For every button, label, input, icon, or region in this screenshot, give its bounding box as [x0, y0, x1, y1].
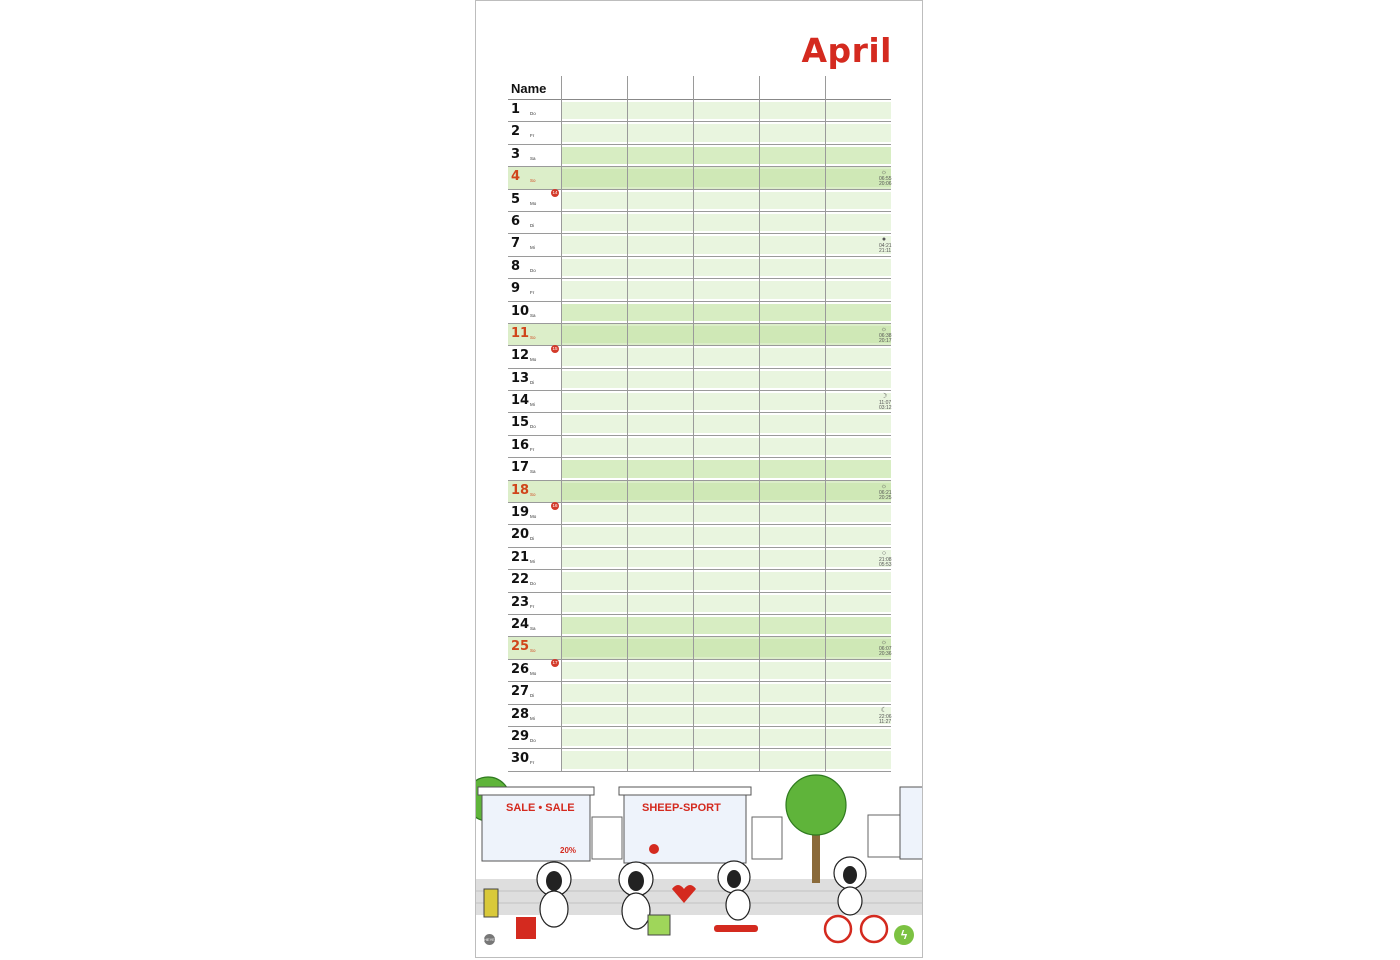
day-row — [508, 302, 891, 324]
astro-info — [879, 236, 892, 255]
set-time: 20:17 — [879, 337, 892, 344]
rise-time: 22:06 — [879, 713, 892, 720]
day-row — [508, 570, 891, 592]
weekday-abbr: Fr — [530, 760, 535, 766]
day-number: 20 — [511, 527, 530, 543]
day-number: 29 — [511, 728, 530, 744]
weekday-abbr: So — [530, 648, 536, 654]
day-row — [508, 234, 891, 256]
set-time: 11:27 — [879, 718, 892, 725]
weekday-abbr: Sa — [530, 155, 536, 161]
entry-cells[interactable] — [561, 729, 891, 746]
day-number: 26 — [511, 661, 530, 677]
moon-sun-icon: ○ — [881, 549, 887, 557]
day-row — [508, 682, 891, 704]
entry-cells[interactable] — [561, 102, 891, 119]
day-number: 16 — [511, 437, 530, 453]
moon-sun-icon: ☼ — [880, 169, 888, 177]
entry-cells[interactable] — [561, 751, 891, 768]
column-separator — [825, 76, 826, 771]
day-number: 12 — [511, 348, 530, 364]
weekday-abbr: Fr — [530, 290, 535, 296]
weekday-abbr: Di — [530, 536, 535, 542]
weekday-abbr: Sa — [530, 469, 536, 475]
week-number-badge: 17 — [552, 659, 558, 665]
day-row — [508, 615, 891, 637]
day-number: 21 — [511, 549, 530, 565]
shopping-bag — [516, 917, 536, 939]
day-number: 24 — [511, 616, 530, 632]
day-row — [508, 481, 891, 503]
day-number: 4 — [511, 169, 521, 185]
day-number: 13 — [511, 370, 530, 386]
weekday-abbr: Di — [530, 222, 535, 228]
weekday-abbr: Fr — [530, 603, 535, 609]
column-separator — [693, 76, 694, 771]
entry-cells[interactable] — [561, 483, 891, 500]
weekday-abbr: Mo — [530, 514, 537, 520]
entry-cells[interactable] — [561, 169, 891, 186]
weekday-abbr: Mi — [530, 402, 535, 408]
column-separator — [561, 76, 562, 771]
weekday-abbr: Do — [530, 581, 536, 587]
publisher-logo: HEYE — [484, 934, 495, 945]
day-row — [508, 525, 891, 547]
day-number: 2 — [511, 124, 521, 140]
rise-time: 06:38 — [879, 332, 892, 339]
entry-cells[interactable] — [561, 684, 891, 701]
day-row — [508, 324, 891, 346]
weekday-abbr: Fr — [530, 133, 535, 139]
rise-time: 06:21 — [879, 489, 892, 496]
entry-cells[interactable] — [561, 527, 891, 544]
astro-info — [879, 325, 892, 344]
day-number: 9 — [511, 281, 521, 297]
day-row — [508, 458, 891, 480]
weekday-abbr: Di — [530, 379, 535, 385]
set-time: 20:25 — [879, 494, 892, 501]
calendar-page — [475, 0, 923, 958]
day-number: 25 — [511, 639, 530, 655]
day-number: 30 — [511, 751, 530, 767]
weekday-abbr: Do — [530, 267, 536, 273]
street-illustration — [476, 769, 923, 957]
day-row — [508, 100, 891, 122]
entry-cells[interactable] — [561, 617, 891, 634]
entry-cells[interactable] — [561, 393, 891, 410]
day-row — [508, 705, 891, 727]
day-number: 8 — [511, 258, 521, 274]
entry-cells[interactable] — [561, 505, 891, 522]
day-row — [508, 413, 891, 435]
day-number: 6 — [511, 213, 521, 229]
entry-cells[interactable] — [561, 550, 891, 567]
header-row — [508, 76, 891, 100]
weekday-abbr: Mo — [530, 200, 537, 206]
weekday-abbr: Mi — [530, 245, 535, 251]
astro-info — [879, 639, 892, 658]
day-row — [508, 167, 891, 189]
day-row — [508, 279, 891, 301]
day-number: 5 — [511, 191, 521, 207]
day-number: 17 — [511, 460, 530, 476]
moon-sun-icon: ☼ — [880, 325, 888, 333]
day-number: 1 — [511, 102, 521, 117]
astro-info — [879, 169, 892, 188]
weekday-abbr: Mi — [530, 715, 535, 721]
day-rows — [508, 100, 891, 772]
astro-info — [879, 706, 892, 725]
day-row — [508, 346, 891, 368]
entry-cells[interactable] — [561, 348, 891, 365]
weekday-abbr: Mo — [530, 357, 537, 363]
entry-cells[interactable] — [561, 259, 891, 276]
entry-cells[interactable] — [561, 595, 891, 612]
day-number: 11 — [511, 325, 530, 341]
weekday-abbr: Fr — [530, 446, 535, 452]
moon-sun-icon: ☼ — [880, 639, 888, 647]
week-number-badge: 16 — [552, 503, 558, 509]
rise-time: 04:21 — [879, 243, 892, 250]
entry-cells[interactable] — [561, 326, 891, 343]
day-row — [508, 548, 891, 570]
weekday-abbr: Mi — [530, 558, 535, 564]
astro-info — [879, 482, 892, 501]
column-separator — [759, 76, 760, 771]
tree-right — [786, 775, 846, 835]
entry-cells[interactable] — [561, 304, 891, 321]
set-time: 03:12 — [879, 405, 892, 412]
day-row — [508, 660, 891, 682]
name-label: Name — [511, 81, 547, 96]
weekday-abbr: So — [530, 334, 536, 340]
column-separator — [627, 76, 628, 771]
day-number: 3 — [511, 146, 521, 162]
sale-badge: 20% — [560, 846, 577, 855]
day-number: 23 — [511, 594, 530, 610]
day-row — [508, 436, 891, 458]
moon-sun-icon: ☼ — [880, 482, 888, 490]
entry-cells[interactable] — [561, 236, 891, 253]
entry-cells[interactable] — [561, 371, 891, 388]
day-row — [508, 212, 891, 234]
month-title: April — [801, 31, 892, 70]
entry-cells[interactable] — [561, 460, 891, 477]
moon-sun-icon: ● — [881, 236, 887, 244]
day-row — [508, 727, 891, 749]
day-number: 18 — [511, 482, 530, 498]
weekday-abbr: Sa — [530, 312, 536, 318]
moon-sun-icon: ☾ — [880, 706, 888, 714]
entry-cells[interactable] — [561, 192, 891, 209]
entry-cells[interactable] — [561, 438, 891, 455]
set-time: 21:11 — [879, 248, 892, 255]
weekday-abbr: Mo — [530, 670, 537, 676]
day-row — [508, 369, 891, 391]
astro-info — [879, 549, 892, 568]
entry-cells[interactable] — [561, 639, 891, 656]
rise-time: 21:08 — [879, 556, 892, 563]
day-number: 28 — [511, 706, 530, 722]
entry-cells[interactable] — [561, 572, 891, 589]
day-number: 7 — [511, 236, 521, 252]
moon-sun-icon: ☽ — [880, 393, 888, 401]
sign-left: SALE • SALE — [506, 802, 575, 814]
rise-time: 06:07 — [879, 646, 892, 653]
astro-info — [879, 393, 892, 412]
day-row — [508, 503, 891, 525]
planner-grid — [508, 76, 891, 772]
entry-cells[interactable] — [561, 124, 891, 141]
day-number: 14 — [511, 393, 530, 409]
entry-cells[interactable] — [561, 281, 891, 298]
set-time: 20:36 — [879, 651, 892, 658]
sign-right: SHEEP-SPORT — [642, 802, 721, 814]
day-number: 10 — [511, 303, 530, 319]
weekday-abbr: Do — [530, 424, 536, 430]
day-row — [508, 190, 891, 212]
day-row — [508, 637, 891, 659]
day-row — [508, 257, 891, 279]
week-number-badge: 15 — [552, 346, 558, 352]
entry-cells[interactable] — [561, 214, 891, 231]
entry-cells[interactable] — [561, 707, 891, 724]
day-number: 19 — [511, 505, 530, 521]
skateboard — [714, 925, 758, 932]
entry-cells[interactable] — [561, 147, 891, 164]
day-row — [508, 145, 891, 167]
day-number: 27 — [511, 684, 530, 700]
day-number: 15 — [511, 415, 530, 431]
day-row — [508, 122, 891, 144]
weekday-abbr: Di — [530, 693, 535, 699]
weekday-abbr: Do — [530, 111, 536, 116]
entry-cells[interactable] — [561, 662, 891, 679]
entry-cells[interactable] — [561, 415, 891, 432]
weekday-abbr: So — [530, 491, 536, 497]
rise-time: 06:55 — [879, 176, 892, 183]
bicycle — [861, 916, 887, 942]
set-time: 05:53 — [879, 561, 892, 568]
weekday-abbr: So — [530, 178, 536, 184]
day-row — [508, 593, 891, 615]
weekday-abbr: Do — [530, 737, 536, 743]
rise-time: 11:07 — [879, 400, 892, 407]
lightning-icon: ϟ — [894, 925, 914, 945]
weekday-abbr: Sa — [530, 625, 536, 631]
day-row — [508, 391, 891, 413]
day-number: 22 — [511, 572, 530, 588]
set-time: 20:06 — [879, 181, 892, 188]
week-number-badge: 14 — [552, 189, 558, 195]
